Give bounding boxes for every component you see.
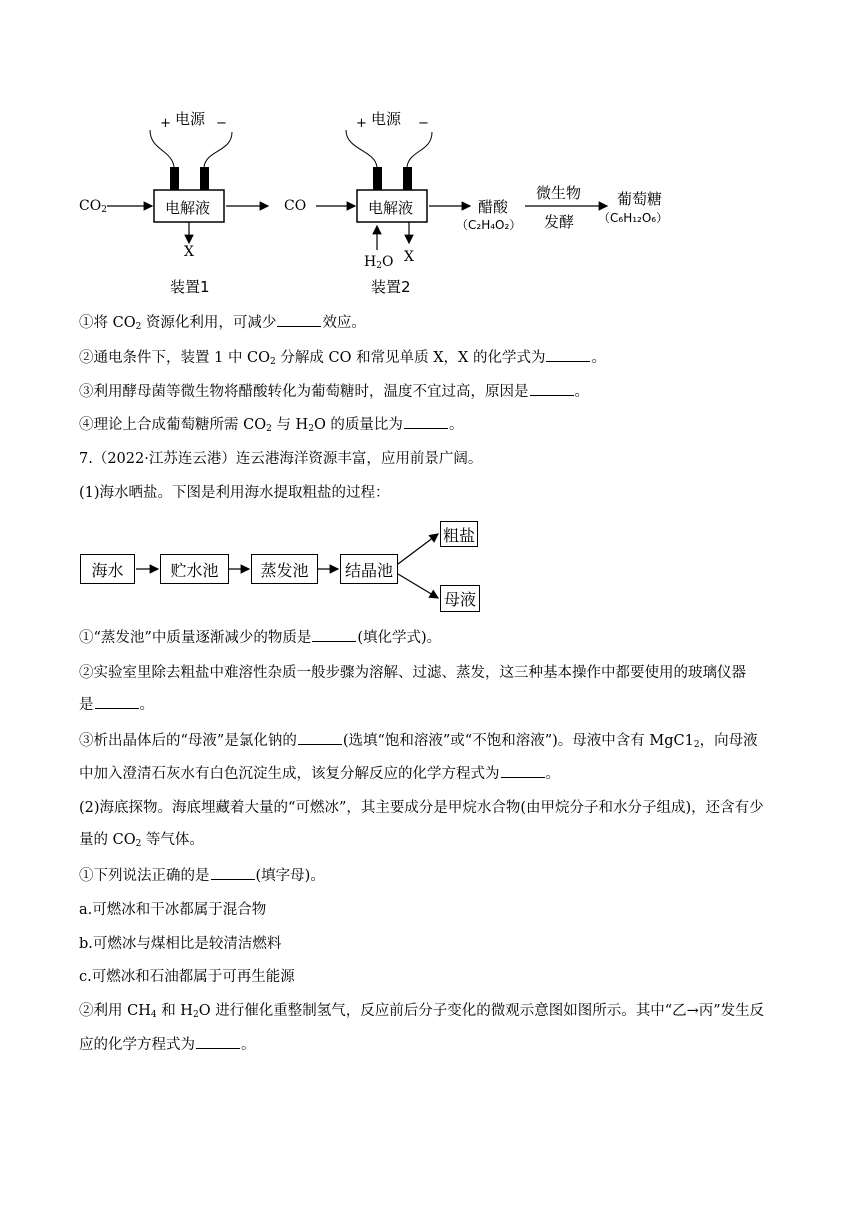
device2-label: 装置2: [371, 278, 411, 296]
glucose-label: 葡萄糖: [617, 190, 663, 208]
plus-sign-2: +: [356, 116, 367, 131]
minus-sign-2: −: [418, 116, 429, 131]
q7-item-2-line1: ②实验室里除去粗盐中难溶性杂质一般步骤为溶解、过滤、蒸发，这三种基本操作中都要使用的玻璃仪器: [79, 665, 746, 681]
minus-sign-1: −: [216, 116, 227, 131]
flow-box-mother-liquor: 母液: [440, 585, 480, 612]
flow-box-evaporation-pool: 蒸发池: [251, 554, 318, 584]
flow-box-storage-pool: 贮水池: [160, 554, 229, 584]
answer-blank[interactable]: [211, 866, 255, 880]
electrolyte-label-2: 电解液: [368, 199, 414, 217]
q6-item-4: ④理论上合成葡萄糖所需 $CO_2$ 与 $H_2O$ 的质量比为 。: [79, 417, 464, 434]
q7-item-3-line1: ③析出晶体后的“母液”是氯化钠的 (选填“饱和溶液”或“不饱和溶液”)。母液中含有 $MgC1_2$，向母液: [79, 733, 758, 750]
q7-title: 7.（2022·江苏连云港）连云港海洋资源丰富，应用前景广阔。: [79, 451, 483, 467]
option-c: c.可燃冰和石油都属于可再生能源: [79, 969, 295, 985]
electrode-left-2: [373, 167, 382, 190]
answer-blank[interactable]: [277, 313, 321, 327]
x-label-1: X: [184, 244, 194, 260]
wire-left-2: [346, 130, 377, 167]
electrolysis-diagram: [0, 0, 860, 300]
acetic-acid-formula: （C₂H₄O₂）: [456, 218, 522, 232]
microbe-label: 微生物: [536, 184, 582, 202]
wire-right-1: [204, 132, 232, 167]
answer-blank[interactable]: [404, 415, 448, 429]
answer-blank[interactable]: [530, 382, 574, 396]
q6-item-1: ①将 $CO_2$ 资源化利用，可减少 效应。: [79, 315, 366, 332]
electrode-right-1: [200, 167, 209, 190]
option-a: a.可燃冰和干冰都属于混合物: [79, 902, 267, 918]
co2-input-label: $CO_2$: [79, 198, 107, 215]
flow-box-crystallization-pool: 结晶池: [340, 554, 398, 584]
acetic-acid-label: 醋酸: [478, 198, 509, 216]
q7-part2-item1: ①下列说法正确的是 (填字母)。: [79, 868, 325, 884]
answer-blank[interactable]: [546, 348, 590, 362]
answer-blank[interactable]: [95, 695, 139, 709]
q7-item-3-line2: 中加入澄清石灰水有白色沉淀生成，该复分解反应的化学方程式为 。: [79, 766, 560, 782]
wire-left-1: [150, 130, 174, 167]
q7-part2-item2-line1: ②利用 $CH_4$ 和 $H_2O$ 进行催化重整制氢气，反应前后分子变化的微观示意图如图所示。其中“乙→丙”发生反: [79, 1003, 765, 1020]
flow-arrow-coarse-salt: [398, 534, 438, 564]
answer-blank[interactable]: [196, 1035, 240, 1049]
q7-part2-line1: (2)海底探物。海底埋藏着大量的“可燃冰”，其主要成分是甲烷水合物(由甲烷分子和水分子组成)，还含有少: [79, 800, 764, 816]
answer-blank[interactable]: [298, 731, 342, 745]
ferment-label: 发酵: [544, 213, 575, 231]
power-label-2: 电源: [371, 110, 402, 128]
h2o-label: $H_2O$: [364, 254, 394, 271]
flow-arrow-mother-liquor: [398, 574, 438, 598]
q7-part1-intro: (1)海水晒盐。下图是利用海水提取粗盐的过程：: [79, 485, 390, 501]
option-b: b.可燃冰与煤相比是较清洁燃料: [79, 936, 282, 952]
q6-item-3: ③利用酵母菌等微生物将醋酸转化为葡萄糖时，温度不宜过高，原因是 。: [79, 384, 589, 400]
q7-item-1: ①“蒸发池”中质量逐渐减少的物质是 (填化学式)。: [79, 630, 442, 646]
q7-part2-item2-line2: 应的化学方程式为 。: [79, 1037, 256, 1053]
answer-blank[interactable]: [501, 764, 545, 778]
q6-item-2: ②通电条件下，装置 1 中 $CO_2$ 分解成 CO 和常见单质 X，X 的化学式为 。: [79, 350, 606, 367]
q7-item-2-line2: 是 。: [79, 697, 154, 713]
plus-sign-1: +: [160, 116, 171, 131]
answer-blank[interactable]: [312, 628, 356, 642]
power-label-1: 电源: [175, 110, 206, 128]
electrolyte-label-1: 电解液: [165, 199, 211, 217]
wire-right-2: [407, 132, 432, 167]
electrode-right-2: [403, 167, 412, 190]
q7-part2-line2: 量的 $CO_2$ 等气体。: [79, 832, 204, 849]
flow-box-seawater: 海水: [80, 554, 135, 584]
co-label: CO: [284, 198, 307, 214]
x-label-2: X: [404, 249, 414, 265]
flow-box-coarse-salt: 粗盐: [440, 521, 478, 547]
electrode-left-1: [170, 167, 179, 190]
device1-label: 装置1: [170, 278, 210, 296]
glucose-formula: （C₆H₁₂O₆）: [598, 211, 669, 225]
